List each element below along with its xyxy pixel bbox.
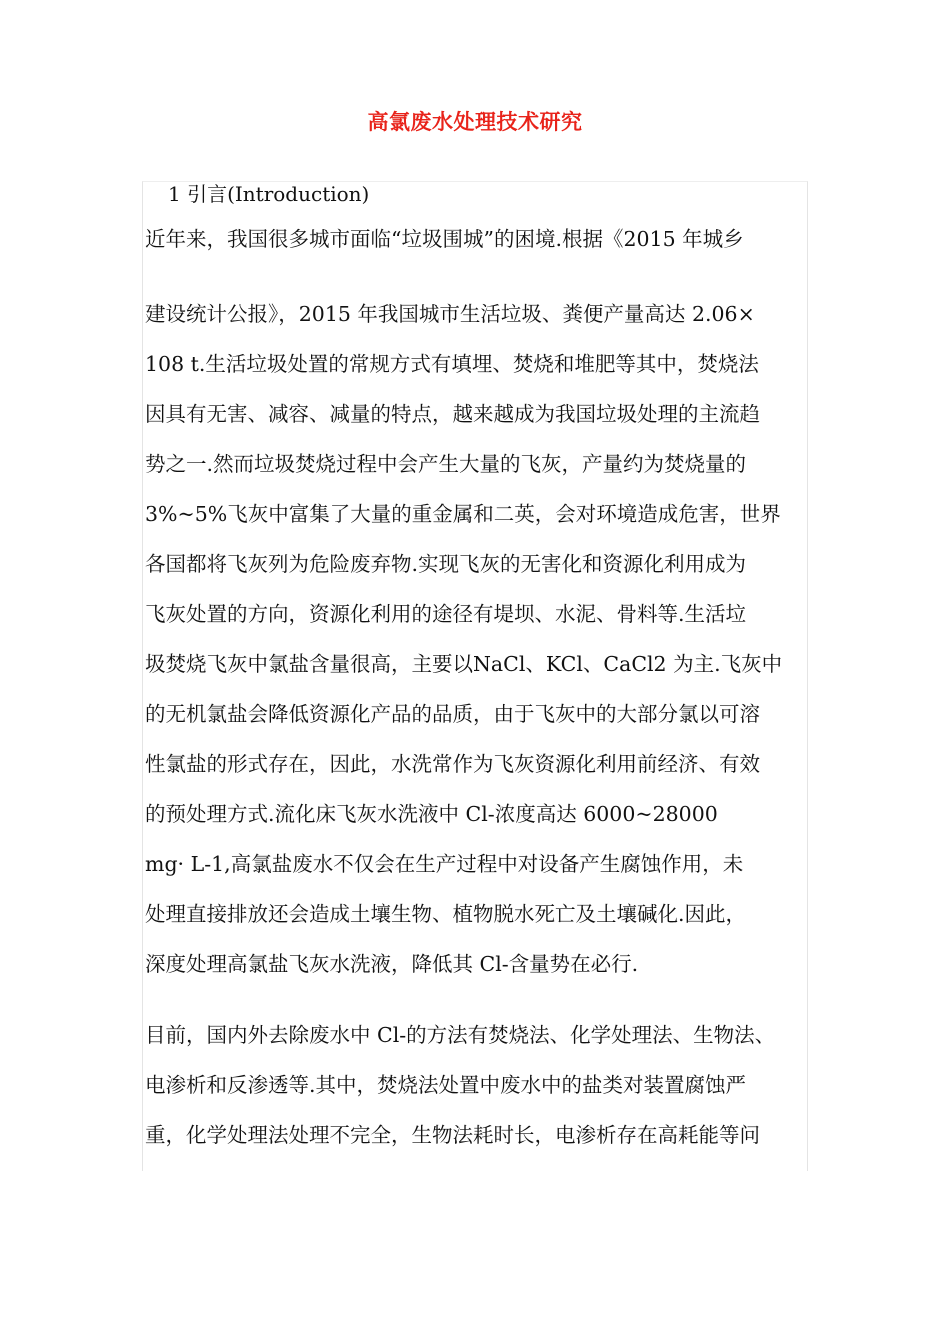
paragraph-1-line: 处理直接排放还会造成土壤生物、植物脱水死亡及土壤碱化.因此，: [145, 902, 747, 926]
paragraph-2-line: 重，化学处理法处理不完全，生物法耗时长，电渗析存在高耗能等问: [145, 1123, 760, 1147]
document-title: 高氯废水处理技术研究: [367, 109, 583, 134]
section-heading: 1 引言(Introduction): [168, 182, 370, 206]
paragraph-1-line: mg· L-1,高氯盐废水不仅会在生产过程中对设备产生腐蚀作用，未: [145, 852, 744, 876]
paragraph-1-line: 108 t.生活垃圾处置的常规方式有填埋、焚烧和堆肥等其中，焚烧法: [145, 352, 759, 376]
paragraph-1-line: 建设统计公报》，2015 年我国城市生活垃圾、粪便产量高达 2.06×: [145, 302, 755, 326]
paragraph-1-line: 各国都将飞灰列为危险废弃物.实现飞灰的无害化和资源化利用成为: [145, 552, 747, 576]
paragraph-1-line: 飞灰处置的方向，资源化利用的途径有堤坝、水泥、骨料等.生活垃: [145, 602, 747, 626]
paragraph-1-line: 深度处理高氯盐飞灰水洗液，降低其 Cl-含量势在必行.: [145, 952, 639, 976]
paragraph-1-line: 的预处理方式.流化床飞灰水洗液中 Cl-浓度高达 6000~28000: [145, 802, 718, 826]
paragraph-1-line: 圾焚烧飞灰中氯盐含量很高，主要以NaCl、KCl、CaCl2 为主.飞灰中: [145, 652, 783, 676]
paragraph-1-line: 的无机氯盐会降低资源化产品的品质，由于飞灰中的大部分氯以可溶: [145, 702, 760, 726]
paragraph-1-line: 势之一.然而垃圾焚烧过程中会产生大量的飞灰，产量约为焚烧量的: [145, 452, 747, 476]
paragraph-1-line: 性氯盐的形式存在，因此，水洗常作为飞灰资源化利用前经济、有效: [145, 752, 760, 776]
paragraph-2-line: 电渗析和反渗透等.其中，焚烧法处置中废水中的盐类对装置腐蚀严: [145, 1073, 747, 1097]
paragraph-1-line: 3%~5%飞灰中富集了大量的重金属和二英，会对环境造成危害，世界: [145, 502, 781, 526]
paragraph-1-line: 因具有无害、减容、减量的特点，越来越成为我国垃圾处理的主流趋: [145, 402, 760, 426]
paragraph-2-line: 目前，国内外去除废水中 Cl-的方法有焚烧法、化学处理法、生物法、: [145, 1023, 776, 1047]
paragraph-1-line: 近年来，我国很多城市面临“垃圾围城”的困境.根据《2015 年城乡: [145, 227, 744, 251]
